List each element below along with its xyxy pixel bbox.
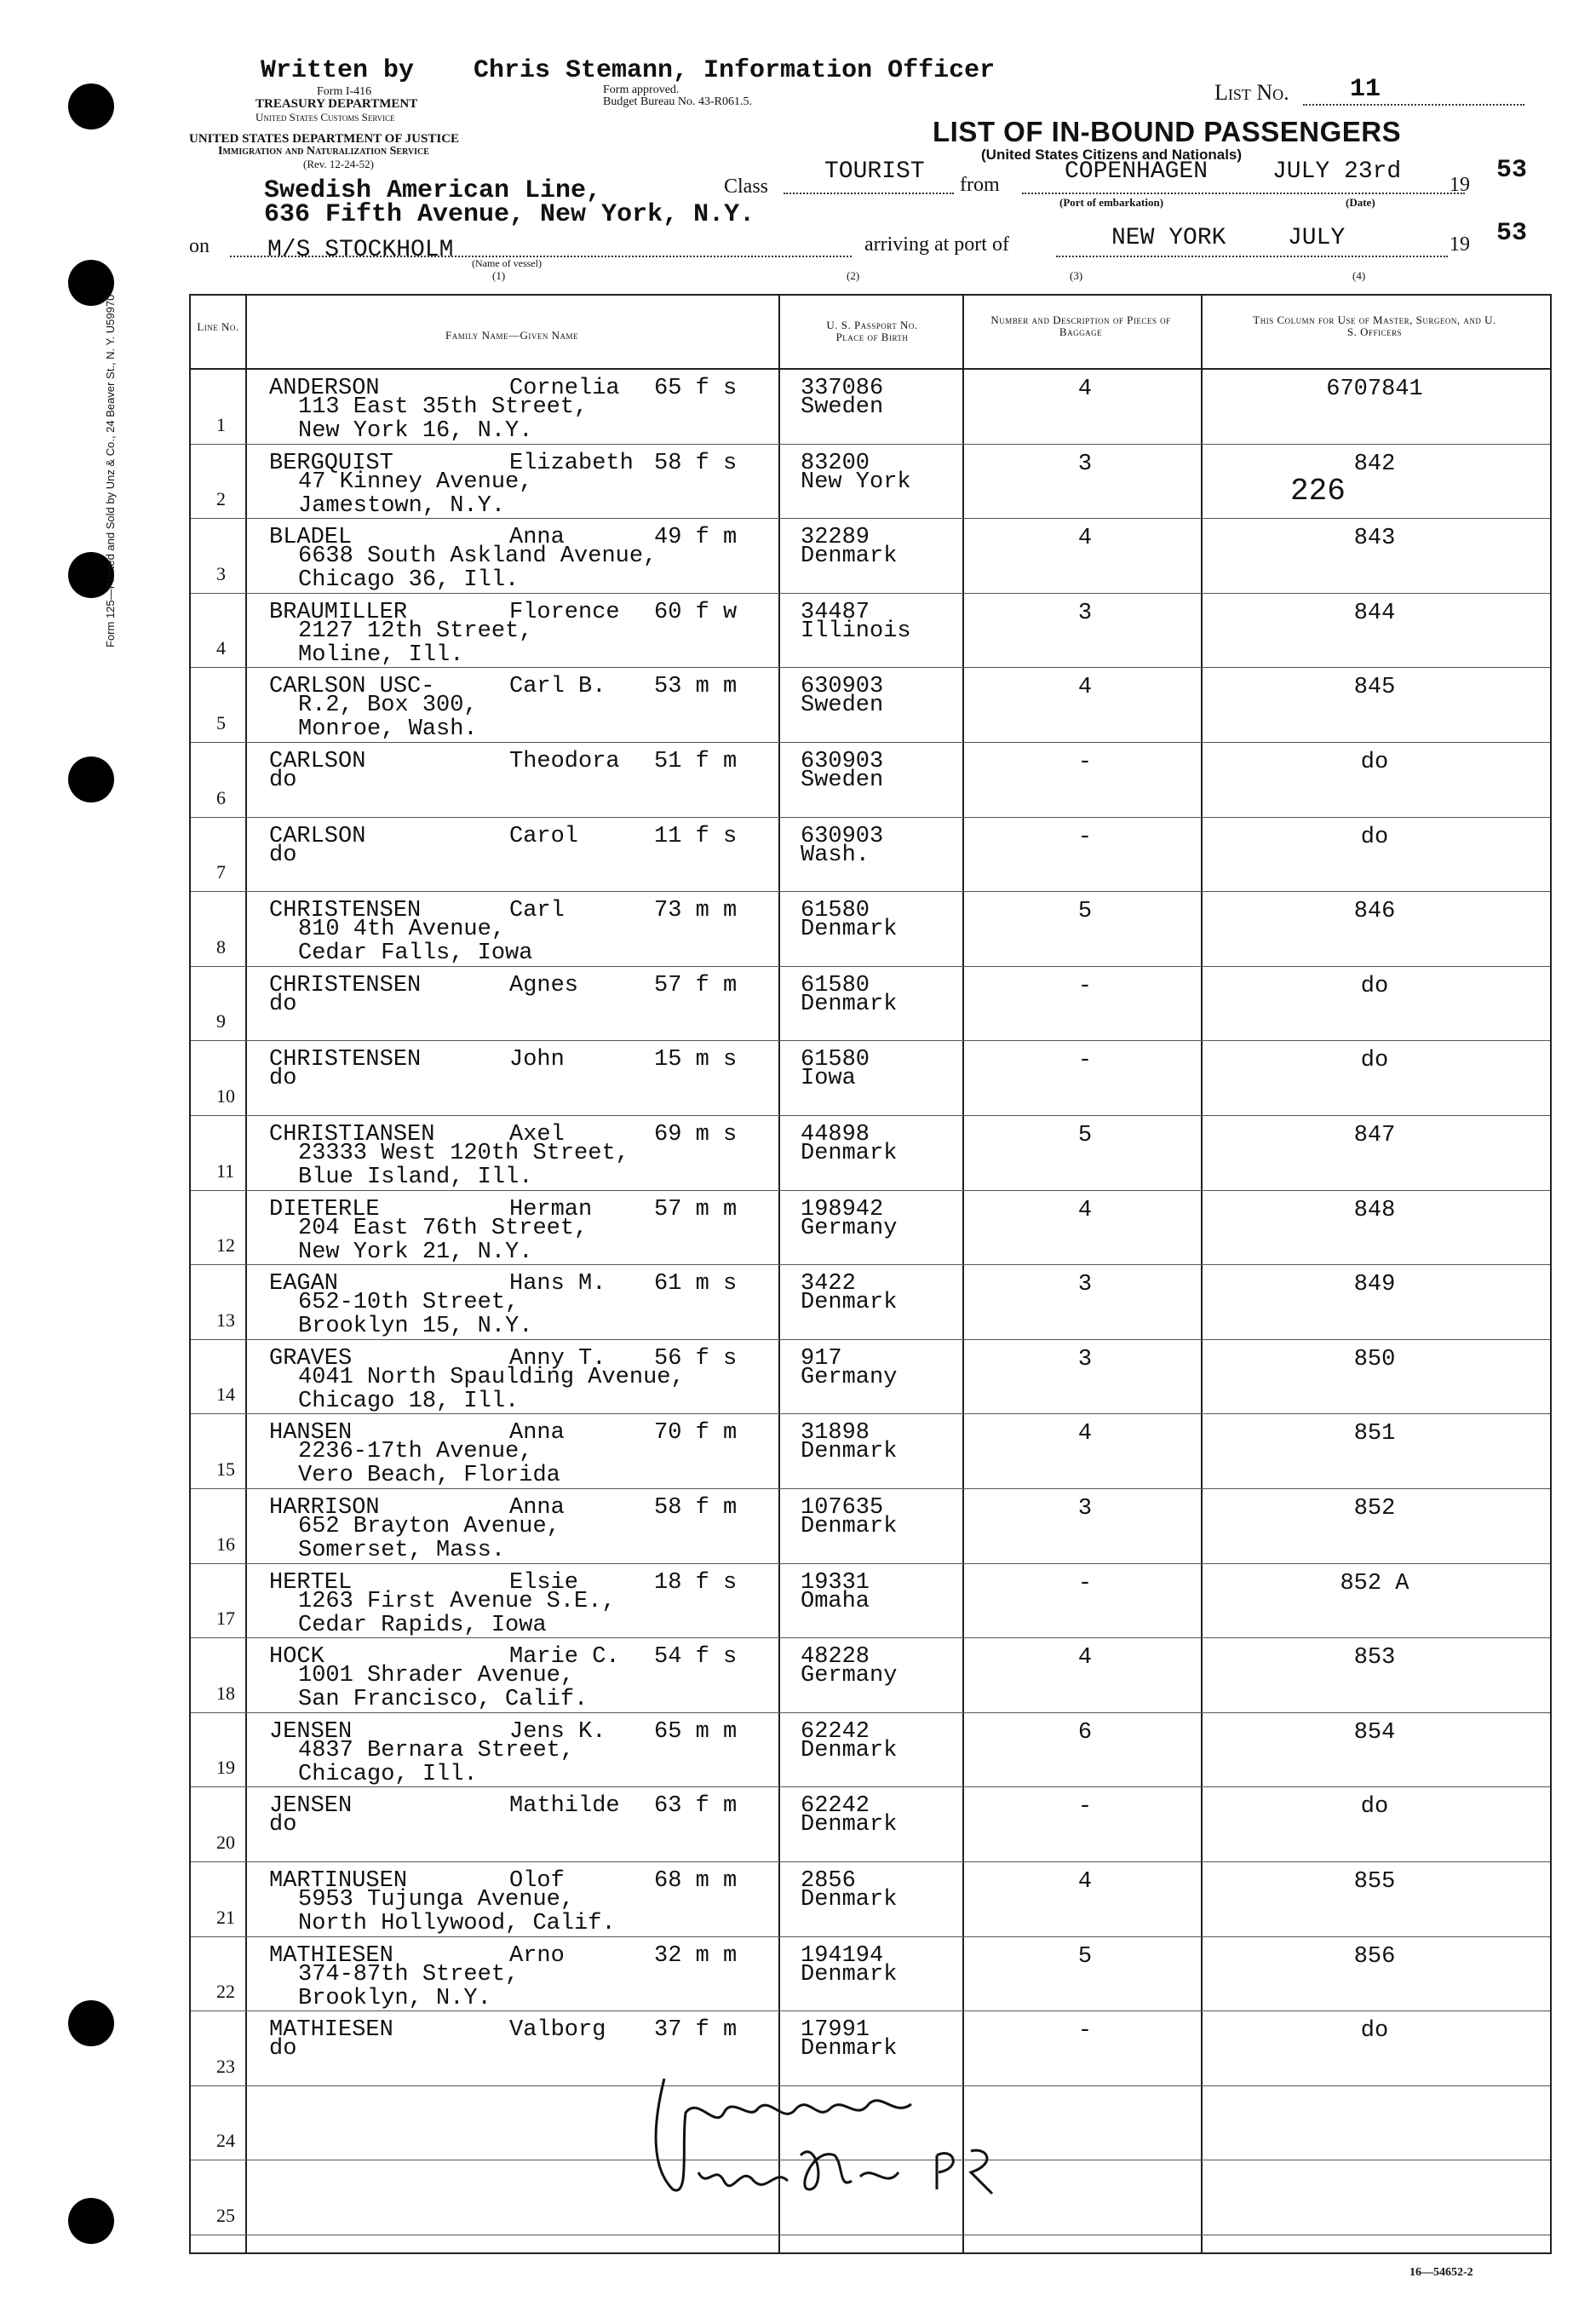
line-number: 17 bbox=[216, 1608, 235, 1630]
address-line: 5953 Tujunga Avenue, bbox=[298, 1887, 575, 1913]
baggage-pieces: 4 bbox=[1077, 1869, 1093, 1895]
line-address: 636 Fifth Avenue, New York, N.Y. bbox=[264, 200, 755, 229]
line-number: 18 bbox=[216, 1682, 235, 1704]
rev-label: (Rev. 12-24-52) bbox=[303, 158, 374, 170]
family-name: MATHIESEN bbox=[269, 2017, 393, 2044]
place-of-birth: Denmark bbox=[801, 1737, 898, 1763]
family-name: DIETERLE bbox=[269, 1196, 380, 1222]
age-sex-status: 32 m m bbox=[654, 1942, 738, 1969]
passport-number: 198942 bbox=[801, 1196, 884, 1222]
place-of-birth: Germany bbox=[801, 1364, 898, 1390]
class-value: TOURIST bbox=[824, 158, 925, 185]
officer-number: 845 bbox=[1353, 675, 1396, 701]
passport-number: 630903 bbox=[801, 674, 884, 700]
line-number: 7 bbox=[216, 861, 226, 883]
address-line: 1001 Shrader Avenue, bbox=[298, 1663, 575, 1689]
baggage-pieces: 3 bbox=[1077, 451, 1093, 477]
officer-number: do bbox=[1360, 824, 1389, 850]
baggage-pieces: 3 bbox=[1077, 1346, 1093, 1372]
place-of-birth: Iowa bbox=[801, 1066, 856, 1092]
officer-number: 854 bbox=[1353, 1719, 1396, 1746]
address-line: San Francisco, Calif. bbox=[298, 1687, 588, 1713]
given-name: Olof bbox=[509, 1868, 565, 1894]
given-name: Hans M. bbox=[509, 1271, 606, 1297]
class-label: Class bbox=[724, 175, 769, 198]
address-line: Chicago, Ill. bbox=[298, 1761, 478, 1787]
line-number: 12 bbox=[216, 1234, 235, 1257]
ins-label: Immigration and Naturalization Service bbox=[218, 145, 429, 158]
place-of-birth: Denmark bbox=[801, 1290, 898, 1316]
address-line: Jamestown, N.Y. bbox=[298, 492, 506, 519]
place-of-birth: Denmark bbox=[801, 1961, 898, 1987]
family-name: JENSEN bbox=[269, 1793, 353, 1820]
given-name: Valborg bbox=[509, 2017, 606, 2044]
place-of-birth: Sweden bbox=[801, 394, 884, 420]
class-line bbox=[784, 193, 954, 194]
place-of-birth: Denmark bbox=[801, 1812, 898, 1838]
port-embark-caption: (Port of embarkation) bbox=[1059, 196, 1164, 209]
baggage-pieces: 6 bbox=[1077, 1719, 1093, 1746]
age-sex-status: 73 m m bbox=[654, 898, 738, 924]
written-by-label: Written by bbox=[261, 56, 415, 85]
passport-number: 194194 bbox=[801, 1942, 884, 1969]
officer-number: do bbox=[1360, 750, 1389, 775]
family-name: BLADEL bbox=[269, 525, 353, 551]
arrival-line bbox=[1056, 256, 1448, 257]
passport-number: 34487 bbox=[801, 599, 870, 625]
family-name: EAGAN bbox=[269, 1271, 339, 1297]
officer-number: 855 bbox=[1353, 1869, 1396, 1895]
address-line: 652 Brayton Avenue, bbox=[298, 1514, 560, 1539]
place-of-birth: Denmark bbox=[801, 1514, 898, 1539]
address-line: Somerset, Mass. bbox=[298, 1538, 506, 1563]
address-line: Monroe, Wash. bbox=[298, 716, 478, 743]
year-prefix-1: 19 bbox=[1450, 174, 1470, 196]
address-line: 374-87th Street, bbox=[298, 1961, 520, 1987]
address-line: 204 East 76th Street, bbox=[298, 1215, 588, 1241]
line-number: 20 bbox=[216, 1832, 235, 1853]
line-number: 4 bbox=[216, 637, 226, 659]
address-line: Blue Island, Ill. bbox=[298, 1165, 533, 1190]
address-line: 2236-17th Avenue, bbox=[298, 1439, 533, 1465]
col-header-passport: U. S. Passport No. Place of Birth bbox=[826, 319, 918, 343]
passport-number: 107635 bbox=[801, 1495, 884, 1521]
line-number: 5 bbox=[216, 712, 226, 733]
address-line: Brooklyn 15, N.Y. bbox=[298, 1314, 533, 1340]
year-2: 53 bbox=[1496, 219, 1528, 248]
list-no-line bbox=[1303, 104, 1524, 106]
baggage-pieces: 3 bbox=[1077, 1272, 1093, 1298]
passport-number: 32289 bbox=[801, 525, 870, 551]
passport-number: 61580 bbox=[801, 1047, 870, 1073]
line-number: 16 bbox=[216, 1533, 235, 1555]
baggage-pieces: 4 bbox=[1077, 1645, 1093, 1671]
age-sex-status: 58 f m bbox=[654, 1495, 738, 1521]
place-of-birth: Illinois bbox=[801, 618, 911, 644]
family-name: BRAUMILLER bbox=[269, 599, 408, 625]
age-sex-status: 61 m s bbox=[654, 1271, 738, 1297]
given-name: Jens K. bbox=[509, 1718, 606, 1745]
officer-number: 6707841 bbox=[1326, 377, 1423, 402]
age-sex-status: 51 f m bbox=[654, 749, 738, 774]
place-of-birth: Denmark bbox=[801, 991, 898, 1017]
customs-service: United States Customs Service bbox=[255, 111, 395, 124]
address-line: 4837 Bernara Street, bbox=[298, 1737, 575, 1763]
line-number: 24 bbox=[216, 2130, 235, 2152]
col-header-baggage: Number and Description of Pieces of Baggage bbox=[990, 314, 1171, 338]
col-marker-1: (1) bbox=[492, 269, 506, 282]
baggage-pieces: 5 bbox=[1077, 1943, 1093, 1970]
header-separator bbox=[191, 368, 1550, 370]
address-line: do bbox=[269, 768, 297, 793]
given-name: Anny T. bbox=[509, 1345, 606, 1372]
age-sex-status: 60 f w bbox=[654, 599, 738, 625]
col-header-line-no: Line No. bbox=[197, 320, 239, 333]
place-of-birth: Germany bbox=[801, 1663, 898, 1689]
family-name: CHRISTIANSEN bbox=[269, 1122, 435, 1148]
officer-number: 853 bbox=[1353, 1645, 1396, 1671]
address-line: do bbox=[269, 1812, 297, 1838]
place-of-birth: Denmark bbox=[801, 1439, 898, 1465]
signature bbox=[630, 2062, 1073, 2215]
baggage-pieces: 4 bbox=[1077, 675, 1093, 701]
passport-number: 62242 bbox=[801, 1718, 870, 1745]
address-line: 113 East 35th Street, bbox=[298, 394, 588, 420]
vessel-name: M/S STOCKHOLM bbox=[267, 237, 454, 263]
col-marker-4: (4) bbox=[1352, 269, 1366, 282]
punch-hole bbox=[68, 83, 114, 129]
family-name: BERGQUIST bbox=[269, 450, 393, 476]
officer-number: 842 bbox=[1353, 451, 1396, 477]
given-name: Florence bbox=[509, 599, 620, 625]
officer-number: do bbox=[1360, 1794, 1389, 1821]
family-name: CHRISTENSEN bbox=[269, 898, 422, 924]
form-number: Form I-416 bbox=[317, 85, 372, 98]
passport-number: 44898 bbox=[801, 1122, 870, 1148]
document-subtitle: (United States Citizens and Nationals) bbox=[981, 147, 1243, 163]
officer-number: 846 bbox=[1353, 899, 1396, 925]
col-header-name: Family Name—Given Name bbox=[445, 329, 578, 342]
given-name: Axel bbox=[509, 1122, 565, 1148]
footer-code: 16—54652-2 bbox=[1409, 2266, 1473, 2279]
age-sex-status: 57 f m bbox=[654, 972, 738, 998]
officer-number: 852 bbox=[1353, 1496, 1396, 1522]
given-name: Marie C. bbox=[509, 1644, 620, 1671]
family-name: GRAVES bbox=[269, 1345, 353, 1372]
age-sex-status: 63 f m bbox=[654, 1793, 738, 1820]
officer-number: 843 bbox=[1353, 526, 1396, 552]
age-sex-status: 11 f s bbox=[654, 823, 738, 849]
age-sex-status: 15 m s bbox=[654, 1047, 738, 1073]
list-no-value: 11 bbox=[1350, 75, 1381, 104]
line-number: 13 bbox=[216, 1309, 235, 1331]
address-line: Vero Beach, Florida bbox=[298, 1463, 560, 1489]
place-of-birth: Denmark bbox=[801, 1887, 898, 1913]
officer-number: 856 bbox=[1353, 1943, 1396, 1970]
family-name: HERTEL bbox=[269, 1569, 353, 1596]
age-sex-status: 68 m m bbox=[654, 1868, 738, 1894]
officer-number: 848 bbox=[1353, 1197, 1396, 1223]
given-name: Elsie bbox=[509, 1569, 579, 1596]
passport-number: 337086 bbox=[801, 376, 884, 401]
baggage-pieces: - bbox=[1077, 750, 1093, 775]
family-name: CHRISTENSEN bbox=[269, 1047, 422, 1073]
family-name: HANSEN bbox=[269, 1420, 353, 1447]
line-number: 22 bbox=[216, 1981, 235, 2003]
address-line: North Hollywood, Calif. bbox=[298, 1911, 616, 1936]
budget-bureau: Budget Bureau No. 43-R061.5. bbox=[603, 95, 752, 108]
col-divider bbox=[962, 296, 964, 2252]
line-number: 25 bbox=[216, 2205, 235, 2226]
baggage-pieces: 3 bbox=[1077, 600, 1093, 626]
punch-hole bbox=[68, 756, 114, 802]
passport-number: 61580 bbox=[801, 972, 870, 998]
treasury-dept: TREASURY DEPARTMENT bbox=[255, 97, 418, 111]
officer-number: 851 bbox=[1353, 1421, 1396, 1447]
from-label: from bbox=[960, 174, 1000, 196]
arrival-port: NEW YORK bbox=[1111, 225, 1226, 251]
age-sex-status: 58 f s bbox=[654, 450, 738, 476]
baggage-pieces: - bbox=[1077, 824, 1093, 850]
line-number: 3 bbox=[216, 562, 226, 584]
family-name: CARLSON bbox=[269, 823, 366, 849]
row-line bbox=[191, 1115, 1550, 1116]
line-number: 1 bbox=[216, 413, 226, 435]
address-line: New York 16, N.Y. bbox=[298, 418, 533, 444]
age-sex-status: 37 f m bbox=[654, 2017, 738, 2044]
address-line: Cedar Falls, Iowa bbox=[298, 941, 533, 967]
address-line: Moline, Ill. bbox=[298, 641, 464, 668]
officer-number: 844 bbox=[1353, 600, 1396, 626]
side-print: Form 125—Printed and Sold by Unz & Co., 24 Beaver St., N. Y. U59970 bbox=[104, 294, 117, 647]
vessel-caption: (Name of vessel) bbox=[472, 257, 542, 269]
address-line: 6638 South Askland Avenue, bbox=[298, 544, 657, 570]
baggage-pieces: - bbox=[1077, 1794, 1093, 1821]
given-name: Anna bbox=[509, 1420, 565, 1447]
line-number: 11 bbox=[216, 1159, 235, 1182]
line-number: 15 bbox=[216, 1458, 235, 1480]
arriving-label: arriving at port of bbox=[864, 233, 1009, 256]
passport-number: 61580 bbox=[801, 898, 870, 924]
place-of-birth: Sweden bbox=[801, 768, 884, 793]
baggage-pieces: 3 bbox=[1077, 1496, 1093, 1522]
embark-date: JULY 23rd bbox=[1272, 158, 1402, 185]
passport-number: 3422 bbox=[801, 1271, 856, 1297]
passport-number: 2856 bbox=[801, 1868, 856, 1894]
family-name: MATHIESEN bbox=[269, 1942, 393, 1969]
handwritten-226: 226 bbox=[1290, 474, 1346, 509]
year-1: 53 bbox=[1496, 156, 1528, 185]
passport-number: 62242 bbox=[801, 1793, 870, 1820]
written-by-name: Chris Stemann, Information Officer bbox=[474, 56, 996, 85]
age-sex-status: 49 f m bbox=[654, 525, 738, 551]
officer-number: do bbox=[1360, 1048, 1389, 1074]
given-name: John bbox=[509, 1047, 565, 1073]
given-name: Carl B. bbox=[509, 674, 606, 700]
baggage-pieces: 4 bbox=[1077, 377, 1093, 402]
passport-number: 17991 bbox=[801, 2017, 870, 2044]
address-line: do bbox=[269, 991, 297, 1017]
given-name: Anna bbox=[509, 1495, 565, 1521]
line-number: 23 bbox=[216, 2055, 235, 2077]
line-number: 9 bbox=[216, 1010, 226, 1033]
place-of-birth: Germany bbox=[801, 1215, 898, 1241]
place-of-birth: Sweden bbox=[801, 693, 884, 719]
passport-number: 83200 bbox=[801, 450, 870, 476]
row-line bbox=[191, 891, 1550, 892]
given-name: Mathilde bbox=[509, 1793, 620, 1820]
address-line: do bbox=[269, 842, 297, 868]
baggage-pieces: 4 bbox=[1077, 526, 1093, 552]
address-line: do bbox=[269, 1066, 297, 1092]
passport-number: 19331 bbox=[801, 1569, 870, 1596]
year-prefix-2: 19 bbox=[1450, 233, 1470, 256]
address-line: 652-10th Street, bbox=[298, 1290, 520, 1316]
family-name: CHRISTENSEN bbox=[269, 972, 422, 998]
arrival-date: JULY bbox=[1288, 225, 1346, 251]
baggage-pieces: - bbox=[1077, 973, 1093, 999]
age-sex-status: 70 f m bbox=[654, 1420, 738, 1447]
from-line bbox=[1022, 193, 1465, 194]
line-number: 14 bbox=[216, 1383, 235, 1406]
address-line: Chicago 18, Ill. bbox=[298, 1388, 520, 1414]
passport-number: 48228 bbox=[801, 1644, 870, 1671]
family-name: CARLSON bbox=[269, 749, 366, 774]
passport-number: 630903 bbox=[801, 749, 884, 774]
family-name: JENSEN bbox=[269, 1718, 353, 1745]
address-line: 4041 North Spaulding Avenue, bbox=[298, 1364, 685, 1390]
col-divider bbox=[778, 296, 780, 2252]
address-line: Brooklyn, N.Y. bbox=[298, 1985, 491, 2011]
age-sex-status: 65 f s bbox=[654, 376, 738, 401]
passport-number: 917 bbox=[801, 1345, 842, 1372]
list-no-label: List No. bbox=[1214, 80, 1289, 105]
officer-number: 849 bbox=[1353, 1272, 1396, 1298]
col-divider bbox=[1201, 296, 1203, 2252]
on-label: on bbox=[189, 235, 210, 257]
age-sex-status: 57 m m bbox=[654, 1196, 738, 1222]
form-approved: Form approved. bbox=[603, 83, 680, 96]
document-title: LIST OF IN-BOUND PASSENGERS bbox=[933, 116, 1402, 147]
line-number: 8 bbox=[216, 935, 226, 958]
address-line: 47 Kinney Avenue, bbox=[298, 469, 533, 495]
given-name: Agnes bbox=[509, 972, 579, 998]
given-name: Arno bbox=[509, 1942, 565, 1969]
passenger-table bbox=[189, 294, 1552, 2254]
given-name: Theodora bbox=[509, 749, 620, 774]
baggage-pieces: - bbox=[1077, 1570, 1093, 1596]
baggage-pieces: - bbox=[1077, 1048, 1093, 1074]
punch-hole bbox=[68, 2198, 114, 2244]
col-divider bbox=[245, 296, 247, 2252]
line-number: 21 bbox=[216, 1906, 235, 1928]
family-name: HOCK bbox=[269, 1644, 324, 1671]
officer-number: 847 bbox=[1353, 1123, 1396, 1148]
age-sex-status: 56 f s bbox=[654, 1345, 738, 1372]
officer-number: do bbox=[1360, 2018, 1389, 2045]
passport-number: 31898 bbox=[801, 1420, 870, 1447]
officer-number: do bbox=[1360, 973, 1389, 999]
baggage-pieces: 4 bbox=[1077, 1197, 1093, 1223]
age-sex-status: 53 m m bbox=[654, 674, 738, 700]
row-line bbox=[191, 1861, 1550, 1862]
punch-hole bbox=[68, 2000, 114, 2046]
given-name: Herman bbox=[509, 1196, 593, 1222]
address-line: Chicago 36, Ill. bbox=[298, 567, 520, 594]
age-sex-status: 65 m m bbox=[654, 1718, 738, 1745]
baggage-pieces: 5 bbox=[1077, 899, 1093, 925]
officer-number: 850 bbox=[1353, 1346, 1396, 1372]
given-name: Carl bbox=[509, 898, 565, 924]
col-marker-3: (3) bbox=[1070, 269, 1083, 282]
address-line: 23333 West 120th Street, bbox=[298, 1141, 629, 1166]
date-caption: (Date) bbox=[1346, 196, 1375, 209]
line-company: Swedish American Line, bbox=[264, 176, 602, 205]
family-name: HARRISON bbox=[269, 1495, 380, 1521]
port-of-embarkation: COPENHAGEN bbox=[1065, 158, 1208, 185]
age-sex-status: 18 f s bbox=[654, 1569, 738, 1596]
place-of-birth: New York bbox=[801, 469, 911, 495]
address-line: 810 4th Avenue, bbox=[298, 917, 506, 943]
family-name: CARLSON USC- bbox=[269, 674, 435, 700]
address-line: Cedar Rapids, Iowa bbox=[298, 1612, 547, 1638]
address-line: R.2, Box 300, bbox=[298, 693, 478, 719]
baggage-pieces: - bbox=[1077, 2018, 1093, 2045]
passport-number: 630903 bbox=[801, 823, 884, 849]
place-of-birth: Denmark bbox=[801, 2036, 898, 2062]
address-line: 1263 First Avenue S.E., bbox=[298, 1588, 616, 1614]
line-number: 6 bbox=[216, 786, 226, 808]
given-name: Carol bbox=[509, 823, 579, 849]
family-name: ANDERSON bbox=[269, 376, 380, 401]
baggage-pieces: 5 bbox=[1077, 1123, 1093, 1148]
given-name: Cornelia bbox=[509, 376, 620, 401]
line-number: 2 bbox=[216, 488, 226, 510]
given-name: Anna bbox=[509, 525, 565, 551]
age-sex-status: 54 f s bbox=[654, 1644, 738, 1671]
age-sex-status: 69 m s bbox=[654, 1122, 738, 1148]
place-of-birth: Denmark bbox=[801, 917, 898, 943]
doj-label: UNITED STATES DEPARTMENT OF JUSTICE bbox=[189, 132, 460, 146]
place-of-birth: Wash. bbox=[801, 842, 870, 868]
col-marker-2: (2) bbox=[847, 269, 860, 282]
baggage-pieces: 4 bbox=[1077, 1421, 1093, 1447]
family-name: MARTINUSEN bbox=[269, 1868, 408, 1894]
address-line: do bbox=[269, 2036, 297, 2062]
row-line bbox=[191, 817, 1550, 818]
place-of-birth: Omaha bbox=[801, 1588, 870, 1614]
place-of-birth: Denmark bbox=[801, 1141, 898, 1166]
officer-number: 852 A bbox=[1340, 1570, 1409, 1596]
col-header-officers: This Column for Use of Master, Surgeon, and U. S. Officers bbox=[1253, 314, 1496, 338]
given-name: Elizabeth bbox=[509, 450, 634, 476]
address-line: New York 21, N.Y. bbox=[298, 1239, 533, 1265]
place-of-birth: Denmark bbox=[801, 544, 898, 570]
address-line: 2127 12th Street, bbox=[298, 618, 533, 644]
row-line bbox=[191, 1040, 1550, 1041]
line-number: 10 bbox=[216, 1085, 235, 1107]
line-number: 19 bbox=[216, 1757, 235, 1779]
